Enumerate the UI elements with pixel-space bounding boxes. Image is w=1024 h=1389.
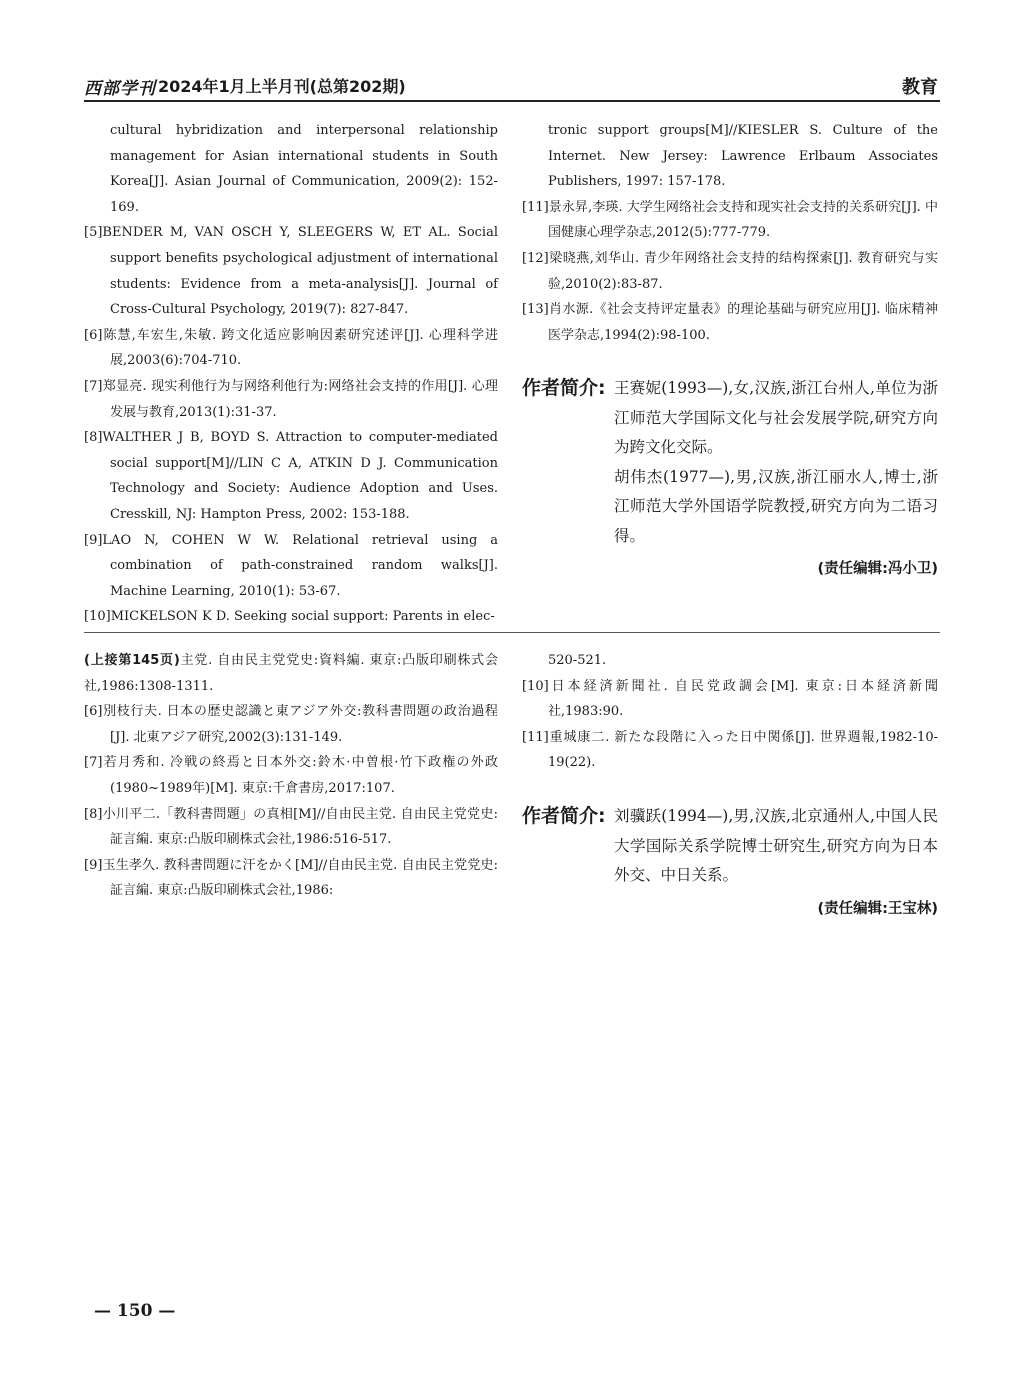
reference-item: [10]日本経済新聞社. 自民党政調会[M]. 東京:日本経済新聞社,1983:90. [522, 678, 938, 720]
reference-item: [7]若月秀和. 冷戦の終焉と日本外交:鈴木·中曽根·竹下政権の外政(1980~1989年)[M]. 東京:千倉書房,2017:107. [84, 755, 498, 796]
reference-item: [13]肖水源.《社会支持评定量表》的理论基础与研究应用[J]. 临床精神医学杂志,1994(2):98-100. [522, 302, 938, 343]
reference-item: [12]梁晓燕,刘华山. 青少年网络社会支持的结构探索[J]. 教育研究与实验,2010(2):83-87. [522, 250, 938, 292]
reference-item: [8]WALTHER J B, BOYD S. Attraction to computer-mediated social support[M]//LIN C A, ATKIN D J. Communication Technology and Society: Audience Adoption and Uses. Cresskill, NJ: Hampton Press, 2002: 153-188. [84, 430, 498, 522]
reference-item: [6]陈慧,车宏生,朱敏. 跨文化适应影响因素研究述评[J]. 心理科学进展,2003(6):704-710. [84, 327, 498, 369]
reference-item: [11]重城康二. 新たな段階に入った日中関係[J]. 世界週報,1982-10-19(22). [522, 729, 938, 771]
reference-continuation: (上接第145页)主党. 自由民主党党史:資料編. 東京:凸版印刷株式会社,1986:1308-1311. [84, 653, 498, 694]
author-bio-bottom [522, 802, 938, 924]
bottom-left-references [84, 648, 498, 904]
reference-continuation: tronic support groups[M]//KIESLER S. Culture of the Internet. New Jersey: Lawrence Erlbaum Associates Publishers, 1997: 157-178. [548, 123, 938, 190]
page-header [84, 71, 940, 101]
author-bio-top [522, 374, 938, 585]
reference-continuation: cultural hybridization and interpersonal relationship management for Asian international students in South Korea[J]. Asian Journal of Communication, 2009(2): 152-169. [110, 123, 498, 215]
top-right-references [522, 118, 938, 348]
author-bio-label: 作者简介: [522, 377, 606, 399]
author-bio-paragraph: 刘骥跃(1994—),男,汉族,北京通州人,中国人民大学国际关系学院博士研究生,研究方向为日本外交、中日关系。 [614, 807, 938, 884]
reference-continuation: 520-521. [548, 653, 607, 668]
reference-item: [6]別枝行夫. 日本の歴史認識と東アジア外交:教科書問題の政治過程[J]. 北東アジア研究,2002(3):131-149. [84, 704, 498, 745]
responsible-editor: (责任编辑:冯小卫) [817, 561, 938, 577]
reference-item: [5]BENDER M, VAN OSCH Y, SLEEGERS W, ET AL. Social support benefits psychological adjustment of international students: Evidence from a meta-analysis[J]. Journal of Cross-Cultural Psychology, 2019(7): 827-847. [84, 225, 498, 318]
section-title: 教育 [902, 77, 938, 98]
reference-item: [7]郑显亮. 现实利他行为与网络利他行为:网络社会支持的作用[J]. 心理发展与教育,2013(1):31-37. [84, 378, 498, 420]
author-bio-paragraph: 胡伟杰(1977—),男,汉族,浙江丽水人,博士,浙江师范大学外国语学院教授,研究方向为二语习得。 [614, 467, 938, 545]
responsible-editor: (责任编辑:王宝林) [817, 900, 938, 917]
journal-issue: 2024年1月上半月刊(总第202期) [158, 77, 406, 96]
page-number: — 150 — [94, 1301, 176, 1321]
reference-item: [10]MICKELSON K D. Seeking social support: Parents in elec- [84, 609, 495, 625]
top-left-references [84, 118, 498, 630]
continued-from-label: (上接第145页) [84, 653, 180, 668]
reference-item: [11]景永昇,李瑛. 大学生网络社会支持和现实社会支持的关系研究[J]. 中国健康心理学杂志,2012(5):777-779. [522, 199, 938, 241]
header-rule [84, 100, 940, 102]
author-bio-label: 作者简介: [522, 805, 606, 827]
reference-item: [9]LAO N, COHEN W W. Relational retrieval using a combination of path-constrained random walks[J]. Machine Learning, 2010(1): 53-67. [84, 532, 498, 599]
author-bio-paragraph: 王赛妮(1993—),女,汉族,浙江台州人,单位为浙江师范大学国际文化与社会发展学院,研究方向为跨文化交际。 [614, 379, 938, 456]
journal-logo: 西部学刊 [84, 79, 156, 99]
reference-item: [8]小川平二.「教科書問題」の真相[M]//自由民主党. 自由民主党党史:証言編. 東京:凸版印刷株式会社,1986:516-517. [84, 806, 498, 848]
section-divider [84, 632, 940, 633]
bottom-right-references [522, 648, 938, 776]
reference-item: [9]玉生孝久. 教科書問題に汗をかく[M]//自由民主党. 自由民主党党史:証言編. 東京:凸版印刷株式会社,1986: [84, 857, 498, 899]
